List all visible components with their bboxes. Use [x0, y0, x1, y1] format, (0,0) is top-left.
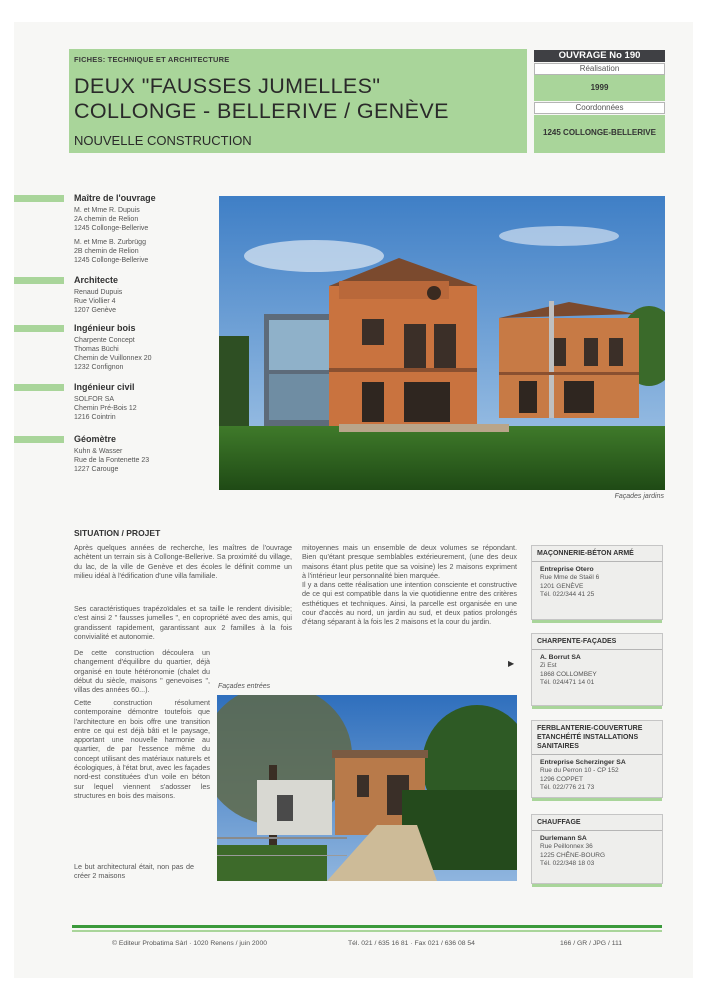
supplier-line: Rue du Perron 10 - CP 152 [540, 767, 619, 774]
body-paragraph: Après quelques années de recherche, les maîtres de l'ouvrage achètent un terrain sis à Collonge-Bellerive. Sa proximité du village, du lac, de la ville de Genève et des écoles le définit comme un milieu idéal à l'édification d'une villa familiale. [74, 543, 292, 580]
credit-line: M. et Mme R. Dupuis [74, 207, 140, 214]
body-paragraph: Ses caractéristiques trapézoïdales et sa taille le rendent divisible; c'est ainsi 2 " fausses jumelles ", en copropriété avec des amis, qui grandissent rapidement, garantissant aux 2 familles à la fois convivialité et autonomie. [74, 604, 292, 641]
credit-title-architecte: Architecte [74, 275, 119, 285]
supplier-line: 1201 GENÈVE [540, 582, 584, 590]
credit-ing-civil [74, 395, 137, 422]
supplier-box-maconnerie [531, 545, 663, 620]
credit-line: 1227 Carouge [74, 466, 119, 473]
divider [532, 561, 662, 562]
credit-line: 2A chemin de Relion [74, 216, 139, 223]
divider [532, 754, 662, 755]
body-paragraph: Le but architectural était, non pas de créer 2 maisons [74, 862, 194, 881]
photo-facades-entrees [217, 695, 517, 881]
supplier-line: Rue Peillonnex 36 [540, 843, 593, 850]
credit-line: Renaud Dupuis [74, 289, 123, 296]
credit-title-geometre: Géomètre [74, 434, 117, 444]
credit-line: 1216 Cointrin [74, 414, 116, 421]
box-accent [532, 620, 662, 623]
supplier-name: A. Borrut SA [540, 654, 581, 661]
supplier-line: Tél. 022/776 21 73 [540, 784, 595, 791]
divider [532, 649, 662, 650]
supplier-box-charpente [531, 633, 663, 706]
credit-title-ing-bois: Ingénieur bois [74, 323, 136, 333]
footer-reference: 166 / GR / JPG / 111 [560, 940, 623, 947]
page-title-line1: DEUX "FAUSSES JUMELLES" [74, 74, 381, 98]
photo-facades-jardins [219, 196, 665, 490]
supplier-line: 1868 COLLOMBEY [540, 670, 597, 678]
body-paragraph: mitoyennes mais un ensemble de deux volumes se répondant. Bien qu'étant presque semblables extérieurement, (une des deux maisons étant plus petite que sa voisine) les 2 maisons expriment à l'intérieur leur personnalité bien marquée. [302, 543, 517, 580]
box-accent [532, 884, 662, 887]
realisation-label: Réalisation [534, 63, 665, 75]
supplier-heading: MAÇONNERIE-BÉTON ARMÉ [537, 550, 634, 557]
page-title-line2: COLLONGE - BELLERIVE / GENÈVE [74, 99, 449, 123]
credit-line: Thomas Büchi [74, 346, 119, 353]
divider [532, 830, 662, 831]
realisation-year: 1999 [534, 75, 665, 101]
coordonnees-label: Coordonnées [534, 102, 665, 114]
ouvrage-number: OUVRAGE No 190 [534, 50, 665, 62]
credit-geometre [74, 447, 149, 474]
supplier-box-ferblanterie [531, 720, 663, 798]
supplier-box-chauffage [531, 814, 663, 884]
credit-title-ing-civil: Ingénieur civil [74, 382, 135, 392]
caption-facades-jardins: Façades jardins [614, 493, 664, 500]
credit-line: Rue Viollier 4 [74, 298, 116, 305]
supplier-heading: CHAUFFAGE [537, 819, 581, 826]
box-accent [532, 706, 662, 709]
supplier-heading: FERBLANTERIE-COUVERTURE ETANCHÉITÉ INSTALLATIONS SANITAIRES [537, 725, 643, 750]
supplier-line: 1225 CHÊNE-BOURG [540, 851, 606, 859]
footer-publisher: © Editeur Probatima Sàrl · 1020 Renens / juin 2000 [112, 940, 268, 947]
credit-marker [14, 384, 64, 391]
credit-architecte [74, 288, 122, 315]
credit-ing-bois [74, 336, 152, 372]
credit-marker [14, 195, 64, 202]
footer-phone: Tél. 021 / 635 16 81 · Fax 021 / 636 08 54 [348, 940, 475, 947]
supplier-name: Entreprise Scherzinger SA [540, 759, 626, 766]
credit-line: Charpente Concept [74, 337, 135, 344]
supplier-line: Zi Est [540, 662, 557, 669]
box-accent [532, 798, 662, 801]
credit-maitre-group1 [74, 206, 148, 233]
supplier-line: Tél. 024/471 14 01 [540, 679, 595, 686]
caption-facades-entrees: Façades entrées [218, 683, 271, 690]
footer-rule-light [72, 930, 662, 932]
page-subtitle: NOUVELLE CONSTRUCTION [74, 133, 252, 148]
credit-title-maitre: Maître de l'ouvrage [74, 193, 156, 203]
supplier-heading: CHARPENTE-FAÇADES [537, 638, 617, 645]
supplier-line: Rue Mme de Staël 6 [540, 574, 600, 581]
credit-line: 2B chemin de Relion [74, 248, 139, 255]
credit-line: SOLFOR SA [74, 396, 115, 403]
credit-line: 1232 Confignon [74, 364, 124, 371]
ouvrage-location: 1245 COLLONGE-BELLERIVE [534, 115, 665, 153]
credit-line: 1207 Genève [74, 307, 117, 314]
credit-marker [14, 277, 64, 284]
category-kicker: FICHES: TECHNIQUE ET ARCHITECTURE [74, 55, 230, 64]
supplier-line: 1296 COPPET [540, 775, 583, 783]
continue-arrow-icon: ▶ [508, 659, 515, 668]
supplier-line: Tél. 022/344 41 25 [540, 591, 595, 598]
credit-line: 1245 Collonge-Bellerive [74, 257, 149, 264]
section-heading: SITUATION / PROJET [74, 528, 161, 538]
footer-rule [72, 925, 662, 928]
supplier-name: Durlemann SA [540, 835, 587, 842]
credit-line: M. et Mme B. Zurbrügg [74, 239, 146, 246]
body-paragraph: De cette construction découlera un changement d'équilibre du quartier, déjà organisé en toute hétéronomie (chalet du début du siècle, maisons " genevoises ", villas des années 60...). [74, 648, 210, 695]
credit-marker [14, 325, 64, 332]
credit-line: 1245 Collonge-Bellerive [74, 225, 149, 232]
credit-line: Chemin de Vuillonnex 20 [74, 355, 152, 362]
supplier-name: Entreprise Otero [540, 566, 594, 573]
credit-line: Chemin Pré-Bois 12 [74, 405, 137, 412]
body-paragraph: Il y a dans cette réalisation une intention consciente et constructive de ce qui est compatible dans la vie quotidienne entre des critères esthétiques et techniques. Ainsi, la parcelle est organisée en une cour d'accès au nord, un jardin au sud, et deux patios prolongés d'étang séparant à la fois les 2 maisons et la cour du jardin. [302, 580, 517, 627]
credit-line: Kuhn & Wasser [74, 448, 123, 455]
credit-marker [14, 436, 64, 443]
credit-line: Rue de la Fontenette 23 [74, 457, 150, 464]
body-paragraph: Cette construction résolument contemporaine démontre toutefois que l'architecture en bois offre une transition entre ce qui est déjà bâti et le paysage, apportant une nouvelle harmonie au quartier, de par l'essence même du concept utilisant des matériaux naturels et écologiques, à l'état brut, avec les façades nord-est constituées d'un voile en béton sur lequel viennent s'adosser les structures en bois des maisons. [74, 698, 210, 800]
credit-maitre-group2 [74, 238, 148, 265]
supplier-line: Tél. 022/348 18 03 [540, 860, 595, 867]
